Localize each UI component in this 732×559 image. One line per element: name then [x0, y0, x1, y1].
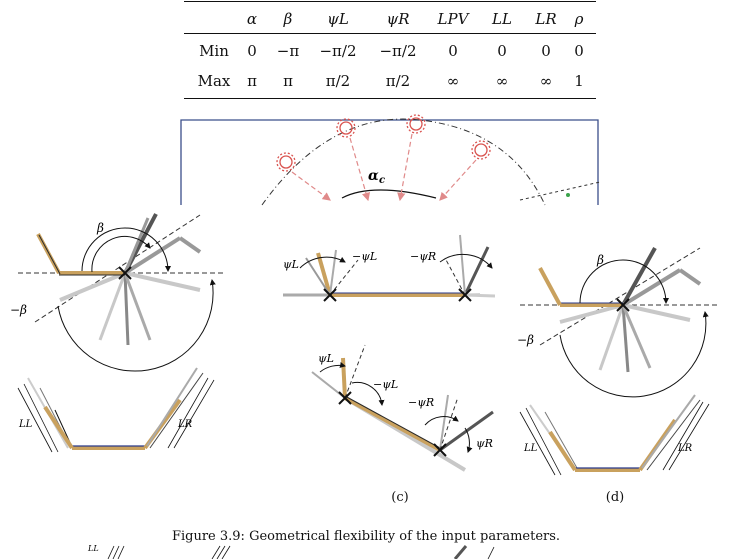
psi-diagram-tilted: [312, 345, 493, 470]
neg-psi-r-label-top: −ψR: [410, 250, 437, 263]
length-diagram-left: [18, 368, 214, 452]
header-ll: LL: [492, 10, 512, 28]
min-beta: −π: [276, 42, 300, 60]
neg-psi-l-label-tilted: −ψL: [373, 378, 399, 391]
figure-caption: Figure 3.9: Geometrical flexibility of the input parameters.: [171, 529, 561, 544]
max-psi-r: π/2: [385, 72, 411, 90]
ll-label-bottom: LL: [88, 544, 99, 553]
header-rho: ρ: [574, 10, 584, 28]
header-lr: LR: [535, 10, 557, 28]
beta-label-right: β: [597, 253, 604, 267]
neg-psi-r-label-tilted: −ψR: [408, 396, 435, 409]
psi-r-label-tilted: ψR: [476, 437, 493, 450]
header-beta: β: [283, 10, 293, 28]
max-beta: π: [283, 72, 293, 90]
psi-diagram-top: [283, 235, 495, 301]
header-psi-r: ψR: [386, 10, 410, 28]
row-label-min: Min: [199, 42, 229, 60]
ground-dash-line: [520, 182, 600, 200]
neg-beta-label-left: −β: [10, 303, 27, 317]
max-ll: ∞: [495, 72, 509, 90]
subcaption-c: (c): [391, 490, 409, 505]
min-ll: 0: [497, 42, 507, 60]
min-lr: 0: [541, 42, 551, 60]
alpha-label: α: [368, 168, 379, 184]
beta-diagram-left: [10, 214, 225, 371]
max-alpha: π: [247, 72, 257, 90]
lr-label-left: LR: [178, 419, 193, 430]
psi-l-label-top: ψL: [283, 258, 299, 271]
psi-l-label-tilted: ψL: [318, 352, 334, 365]
neg-beta-label-right: −β: [517, 333, 534, 347]
beta-label-left: β: [97, 221, 104, 235]
min-psi-l: −π/2: [319, 42, 357, 60]
header-lpv: LPV: [437, 10, 469, 28]
header-psi-l: ψL: [327, 10, 349, 28]
neg-psi-l-label-top: −ψL: [352, 250, 378, 263]
ll-label-left: LL: [19, 419, 33, 430]
panel-frame: [181, 120, 598, 205]
max-rho: 1: [574, 72, 584, 90]
lr-label-right: LR: [678, 443, 693, 454]
header-alpha: α: [246, 10, 258, 28]
max-lr: ∞: [539, 72, 553, 90]
min-rho: 0: [574, 42, 584, 60]
green-marker: [566, 193, 570, 197]
min-alpha: 0: [247, 42, 257, 60]
row-label-max: Max: [197, 72, 231, 90]
alpha-arc: [342, 190, 436, 198]
max-psi-l: π/2: [325, 72, 351, 90]
max-lpv: ∞: [446, 72, 460, 90]
subcaption-d: (d): [605, 490, 625, 505]
min-psi-r: −π/2: [379, 42, 417, 60]
min-lpv: 0: [448, 42, 458, 60]
ll-label-right: LL: [524, 443, 538, 454]
length-diagram-right: [520, 395, 709, 475]
alpha-subscript: c: [379, 175, 386, 186]
next-figure-fragment: [87, 544, 494, 559]
sun-icon: [277, 115, 490, 171]
beta-diagram-right: [517, 248, 720, 397]
sun-path-panel: [181, 115, 600, 205]
